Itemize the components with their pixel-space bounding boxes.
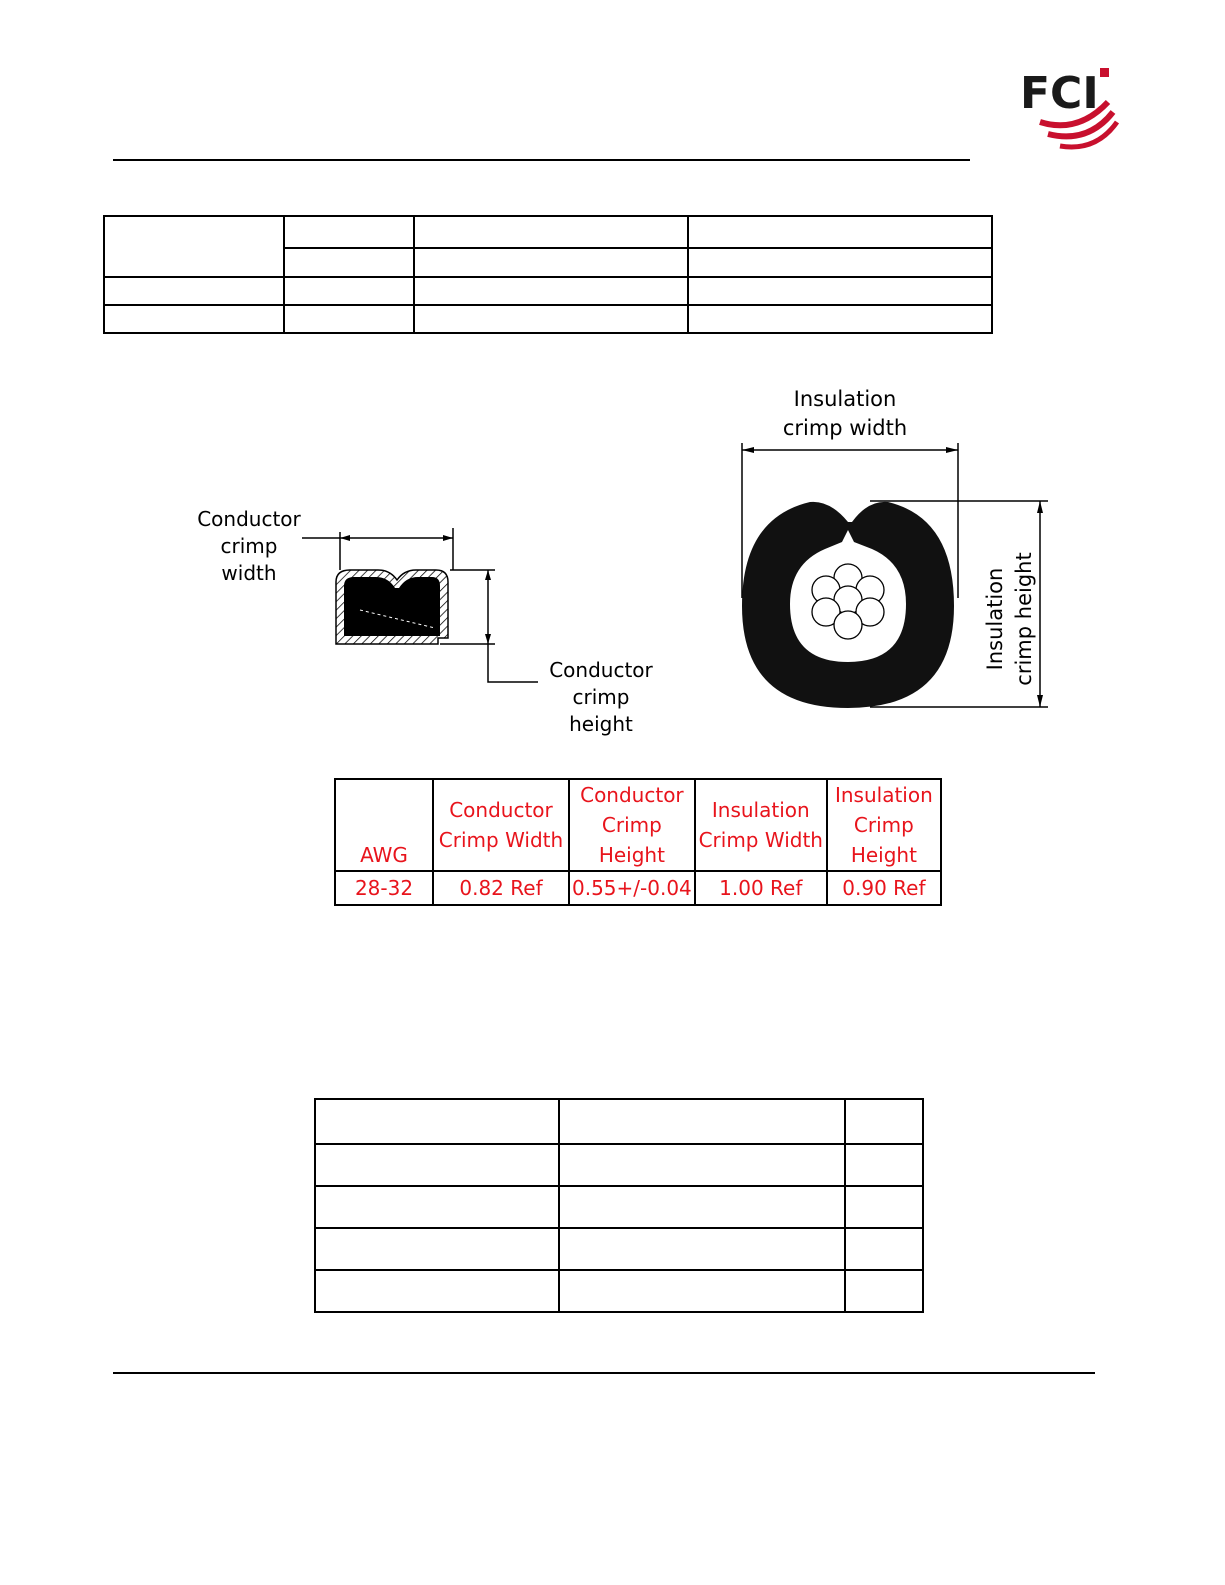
- revision-cell: [845, 1270, 923, 1312]
- info-cell: [104, 277, 284, 305]
- info-cell: [284, 305, 414, 333]
- value-insulation-crimp-width: 1.00 Ref: [695, 871, 827, 905]
- revision-cell: [845, 1099, 923, 1144]
- info-cell: [414, 216, 688, 248]
- info-cell: [414, 305, 688, 333]
- info-cell: [284, 248, 414, 277]
- value-awg: 28-32: [335, 871, 433, 905]
- logo-text: FCI: [1020, 68, 1099, 119]
- revision-cell: [559, 1144, 845, 1186]
- conductor-crimp-diagram: [290, 520, 550, 690]
- revision-cell: [315, 1099, 559, 1144]
- value-conductor-crimp-width: 0.82 Ref: [433, 871, 569, 905]
- insulation-width-label: Insulation crimp width: [782, 387, 908, 440]
- info-cell: [104, 216, 284, 277]
- value-conductor-crimp-height: 0.55+/-0.04: [569, 871, 695, 905]
- revision-cell: [559, 1270, 845, 1312]
- info-cell: [414, 248, 688, 277]
- revision-cell: [315, 1228, 559, 1270]
- insulation-height-label: Insulation crimp height: [983, 552, 1036, 686]
- header-insulation-crimp-width: Insulation Crimp Width: [695, 779, 827, 871]
- header-conductor-crimp-width: Conductor Crimp Width: [433, 779, 569, 871]
- info-cell: [284, 216, 414, 248]
- info-cell: [104, 305, 284, 333]
- conductor-height-label: Conductor crimp height: [549, 658, 653, 736]
- value-insulation-crimp-height: 0.90 Ref: [827, 871, 941, 905]
- revision-table: [314, 1098, 924, 1313]
- revision-cell: [559, 1228, 845, 1270]
- conductor-width-label: Conductor crimp width: [197, 507, 301, 585]
- revision-cell: [845, 1186, 923, 1228]
- header-rule: [113, 159, 970, 161]
- revision-cell: [845, 1144, 923, 1186]
- header-conductor-crimp-height: Conductor Crimp Height: [569, 779, 695, 871]
- crimp-dimension-table: [334, 778, 942, 906]
- fci-logo: [1018, 62, 1122, 154]
- revision-cell: [315, 1186, 559, 1228]
- header-insulation-crimp-height: Insulation Crimp Height: [827, 779, 941, 871]
- revision-cell: [559, 1099, 845, 1144]
- info-cell: [688, 248, 992, 277]
- footer-rule: [113, 1372, 1095, 1374]
- revision-cell: [845, 1228, 923, 1270]
- info-cell: [688, 277, 992, 305]
- revision-cell: [559, 1186, 845, 1228]
- info-cell: [284, 277, 414, 305]
- info-cell: [688, 216, 992, 248]
- info-cell: [688, 305, 992, 333]
- header-awg: AWG: [335, 779, 433, 871]
- revision-cell: [315, 1144, 559, 1186]
- info-table: [103, 215, 993, 334]
- insulation-crimp-diagram: [730, 438, 1060, 713]
- revision-cell: [315, 1270, 559, 1312]
- info-cell: [414, 277, 688, 305]
